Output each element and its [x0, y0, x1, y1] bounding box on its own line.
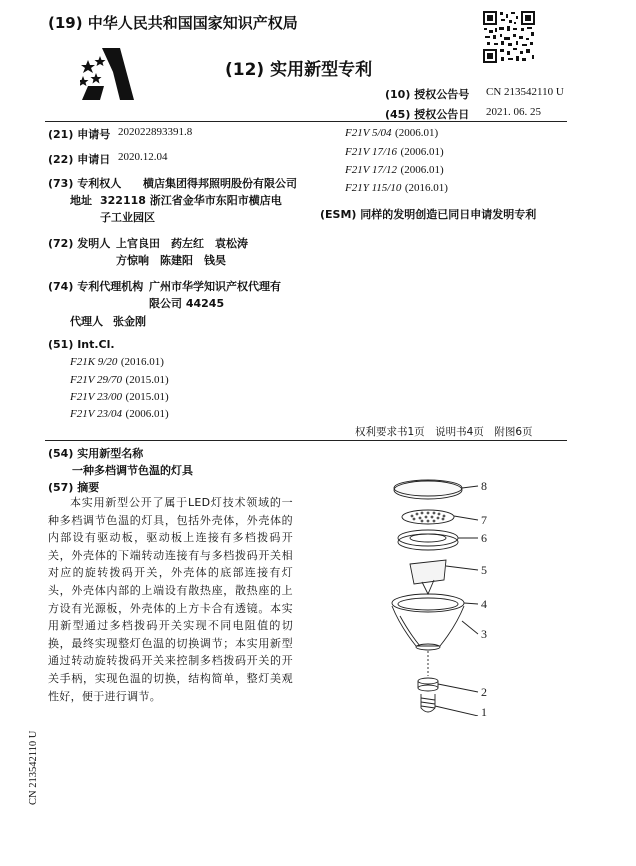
ipc-code: F21Y 115/10: [345, 182, 402, 194]
abstract-label: (57) 摘要: [48, 481, 100, 494]
intcl-label: (51) Int.Cl.: [48, 338, 115, 351]
cnipa-logo: [80, 42, 142, 104]
ipc-code: F21V 5/04: [345, 127, 392, 139]
ipc-code: F21K 9/20: [70, 356, 118, 368]
address-label: 地址: [70, 194, 92, 207]
agency-label: (74) 专利代理机构: [48, 280, 144, 293]
ipc-code: F21V 17/16: [345, 146, 398, 158]
agency-line-1: 广州市华学知识产权代理有: [149, 280, 281, 293]
ipc-date: (2016.01): [404, 182, 448, 194]
intcl-entry: [70, 390, 169, 403]
figure-label: 3: [481, 627, 487, 641]
agent-name: 张金刚: [113, 315, 146, 328]
figure-label: 5: [481, 563, 487, 577]
pub-date: 2021. 06. 25: [486, 106, 541, 118]
inventors-line-2: 方惊响 陈建阳 钱昊: [116, 254, 226, 267]
ipc-date: (2006.01): [125, 408, 169, 420]
ipc-right-entry: [345, 163, 444, 176]
qr-code: [483, 11, 535, 63]
ipc-date: (2015.01): [125, 391, 169, 403]
side-publication-number: CN 213542110 U: [28, 730, 39, 805]
esm-note: (ESM) 同样的发明创造已同日申请发明专利: [320, 208, 537, 221]
section-rule: [45, 440, 567, 441]
app-no-label: (21) 申请号: [48, 128, 111, 141]
pages-info: 权利要求书1页 说明书4页 附图6页: [355, 426, 533, 438]
pub-date-label: (45) 授权公告日: [385, 108, 470, 121]
header-rule: [45, 121, 567, 122]
exploded-view-figure: [370, 476, 510, 716]
app-date-label: (22) 申请日: [48, 153, 111, 166]
intcl-entry: [70, 407, 169, 420]
address-line-1: 322118 浙江省金华市东阳市横店电: [100, 194, 282, 207]
ipc-right-entry: [345, 126, 438, 139]
ipc-date: (2006.01): [400, 146, 444, 158]
figure-label: 4: [481, 597, 487, 611]
agency-line-2: 限公司 44245: [149, 297, 225, 310]
figure-label: 2: [481, 685, 487, 699]
figure-label: 8: [481, 479, 487, 493]
inventors-label: (72) 发明人: [48, 237, 111, 250]
figure-label: 6: [481, 531, 487, 545]
figure-label: 7: [481, 513, 487, 527]
address-line-2: 子工业园区: [100, 211, 155, 224]
ipc-code: F21V 17/12: [345, 164, 398, 176]
pub-no: CN 213542110 U: [486, 86, 564, 98]
ipc-date: (2006.01): [400, 164, 444, 176]
app-date: 2020.12.04: [118, 151, 168, 163]
intcl-entry: [70, 355, 164, 368]
app-no: 202022893391.8: [118, 126, 193, 138]
ipc-right-entry: [345, 181, 448, 194]
office-name: (19) 中华人民共和国国家知识产权局: [48, 14, 298, 32]
utility-model-title: 一种多档调节色温的灯具: [72, 464, 193, 477]
figure-label: 1: [481, 705, 487, 716]
patentee-label: (73) 专利权人: [48, 177, 122, 190]
ipc-code: F21V 23/04: [70, 408, 123, 420]
abstract-text: 本实用新型公开了属于LED灯技术领域的一种多档调节色温的灯具，包括外壳体，外壳体的内部设有驱动板，驱动板上连接有多档拨码开关，外壳体的下端转动连接有与多档拨码开关相对应的旋转拨码开关，外壳体的底部连接有灯头，外壳体内部的上端设有散热座，散热座的上方设有光源板，外壳体的上方卡合有透镜。本实用新型通过多档拨码开关实现不同电阻值的切换，最终实现整灯色温的切换调节；本实用新型通过转动旋转拨码开关来控制多档拨码开关的开关手柄，实现色温的切换，结构简单，整灯美观性好，便于进行调节。: [48, 496, 293, 703]
ipc-code: F21V 23/00: [70, 391, 123, 403]
intcl-entry: [70, 373, 169, 386]
ipc-right-entry: [345, 145, 444, 158]
inventors-line-1: 上官良田 药左红 袁松涛: [116, 237, 248, 250]
document-type: (12) 实用新型专利: [225, 60, 373, 80]
ipc-date: (2015.01): [125, 374, 169, 386]
ipc-date: (2006.01): [395, 127, 439, 139]
patentee: 横店集团得邦照明股份有限公司: [143, 177, 297, 190]
agent-label: 代理人: [70, 315, 103, 328]
pub-no-label: (10) 授权公告号: [385, 88, 470, 101]
ipc-date: (2016.01): [120, 356, 164, 368]
ipc-code: F21V 29/70: [70, 374, 123, 386]
title-label: (54) 实用新型名称: [48, 447, 144, 460]
